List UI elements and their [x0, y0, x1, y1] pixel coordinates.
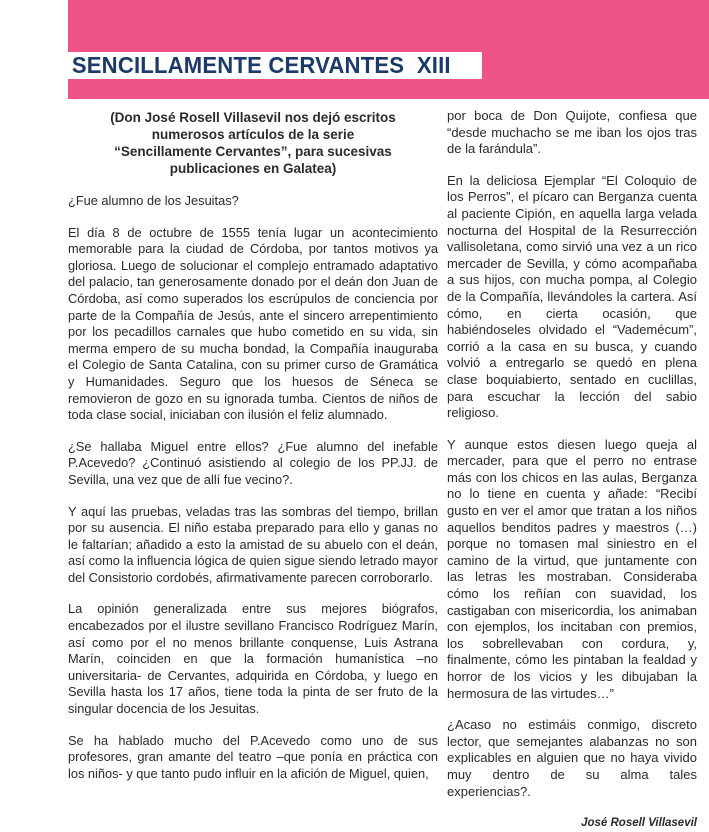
left-paragraph-3: Y aquí las pruebas, veladas tras las sombras del tiempo, brillan por su ausencia. El niño estaba preparado para ello y ganas no le faltarían; añadido a esto la amistad de su abuelo con el deán, así como la influencia lógica de quien sigue siendo letrado mayor del Consistorio cordobés, afirmativamente parecen corroborarlo.	[68, 503, 438, 585]
left-paragraph-1: El día 8 de octubre de 1555 tenía lugar un acontecimiento memorable para la ciudad de Córdoba, por tantos motivos ya gloriosa. Luego de solucionar el complejo entramado adaptativo del palacio, tan generosamente donado por el deán don Juan de Córdoba, así como superados los escrúpulos de conciencia por parte de la Compañía de Jesús, ante el sincero arrepentimiento por los pecadillos carnales que hubo cometido en su vida, sin merma empero de su mucha bondad, la Compañía inauguraba el Colegio de Santa Catalina, con su primer curso de Gramática y Humanidades. Seguro que los huesos de Séneca se removieron de gozo en su ignorada tumba. Cientos de niños de toda clase social, iniciaban con ilusión el feliz alumnado.	[68, 224, 438, 423]
question-heading: ¿Fue alumno de los Jesuitas?	[68, 193, 239, 208]
left-paragraph-5: Se ha hablado mucho del P.Acevedo como uno de sus profesores, gran amante del teatro –que ponía en práctica con los niños- y que tanto pudo influir en la afición de Miguel, quien,	[68, 732, 438, 781]
intro-line-4: publicaciones en Galatea)	[169, 161, 337, 176]
left-paragraph-4: La opinión generalizada entre sus mejores biógrafos, encabezados por el ilustre sevillano Francisco Rodríguez Marín, así como por el no menos brillante conquense, Luis Astrana Marín, coinciden en que la formación humanística –no universitaria- de Cervantes, adquirida en Córdoba, y luego en Sevilla hasta los 17 años, tiene toda la pinta de ser fruto de la singular docencia de los Jesuitas.	[68, 601, 438, 717]
right-paragraph-3: Y aunque estos diesen luego queja al mercader, para que el perro no entrase más con los chicos en las aulas, Berganza no lo tiene en cuenta y añade: “Recibí gusto en ver el amor que tratan a los niños aquellos benditos padres y maestros (…) porque no tomasen mal siniestro en el camino de la virtud, que juntamente con las letras les mostraban. Consideraba cómo los reñían con suavidad, los castigaban con misericordia, los animaban con ejemplos, los incitaban con premios, los sobrellevaban con cordura, y, finalmente, cómo les pintaban la fealdad y horror de los vicios y les dibujaban la hermosura de las virtudes…”	[447, 436, 697, 701]
left-paragraph-2: ¿Se hallaba Miguel entre ellos? ¿Fue alumno del inefable P.Acevedo? ¿Continuó asistiendo al colegio de los PP.JJ. de Sevilla, una vez que de allí fue vecino?.	[68, 438, 438, 487]
header-pink-bar	[68, 0, 709, 99]
title-strip	[68, 52, 482, 79]
left-column	[68, 109, 438, 782]
right-paragraph-2: En la deliciosa Ejemplar “El Coloquio de los Perros”, el pícaro can Berganza cuenta al paciente Cipión, en aquella larga velada nocturna del Hospital de la Resurrección vallisoletana, como sirvió una vez a un rico mercader de Sevilla, y cómo acompañaba a sus hijos, con mucha pompa, al Colegio de la Compañía, llevándoles la cartera. Así cómo, en cierta ocasión, que habiéndoseles olvidado el “Vademécum”, corrió a la casa en su busca, y cuando volvió a entregarlo se quedó en plena clase boquiabierto, sentado en cuclillas, para escuchar la lección del sabio religioso.	[447, 172, 697, 421]
right-column	[447, 108, 697, 832]
article-title: SENCILLAMENTE CERVANTES XIII	[71, 52, 451, 78]
intro-line-1: (Don José Rosell Villasevil nos dejó escritos	[110, 110, 396, 125]
right-paragraph-4: ¿Acaso no estimáis conmigo, discreto lector, que semejantes alabanzas no son explicables en alguien que no haya vivido muy dentro de su alma tales experiencias?.	[447, 717, 697, 799]
intro-line-3: “Sencillamente Cervantes”, para sucesivas	[114, 144, 392, 159]
intro-line-2: numerosos artículos de la serie	[151, 127, 355, 142]
intro-note	[68, 109, 438, 177]
author-signature: José Rosell Villasevil	[581, 817, 697, 830]
right-paragraph-1: por boca de Don Quijote, confiesa que “desde muchacho se me iban los ojos tras de la farándula”.	[447, 108, 697, 157]
